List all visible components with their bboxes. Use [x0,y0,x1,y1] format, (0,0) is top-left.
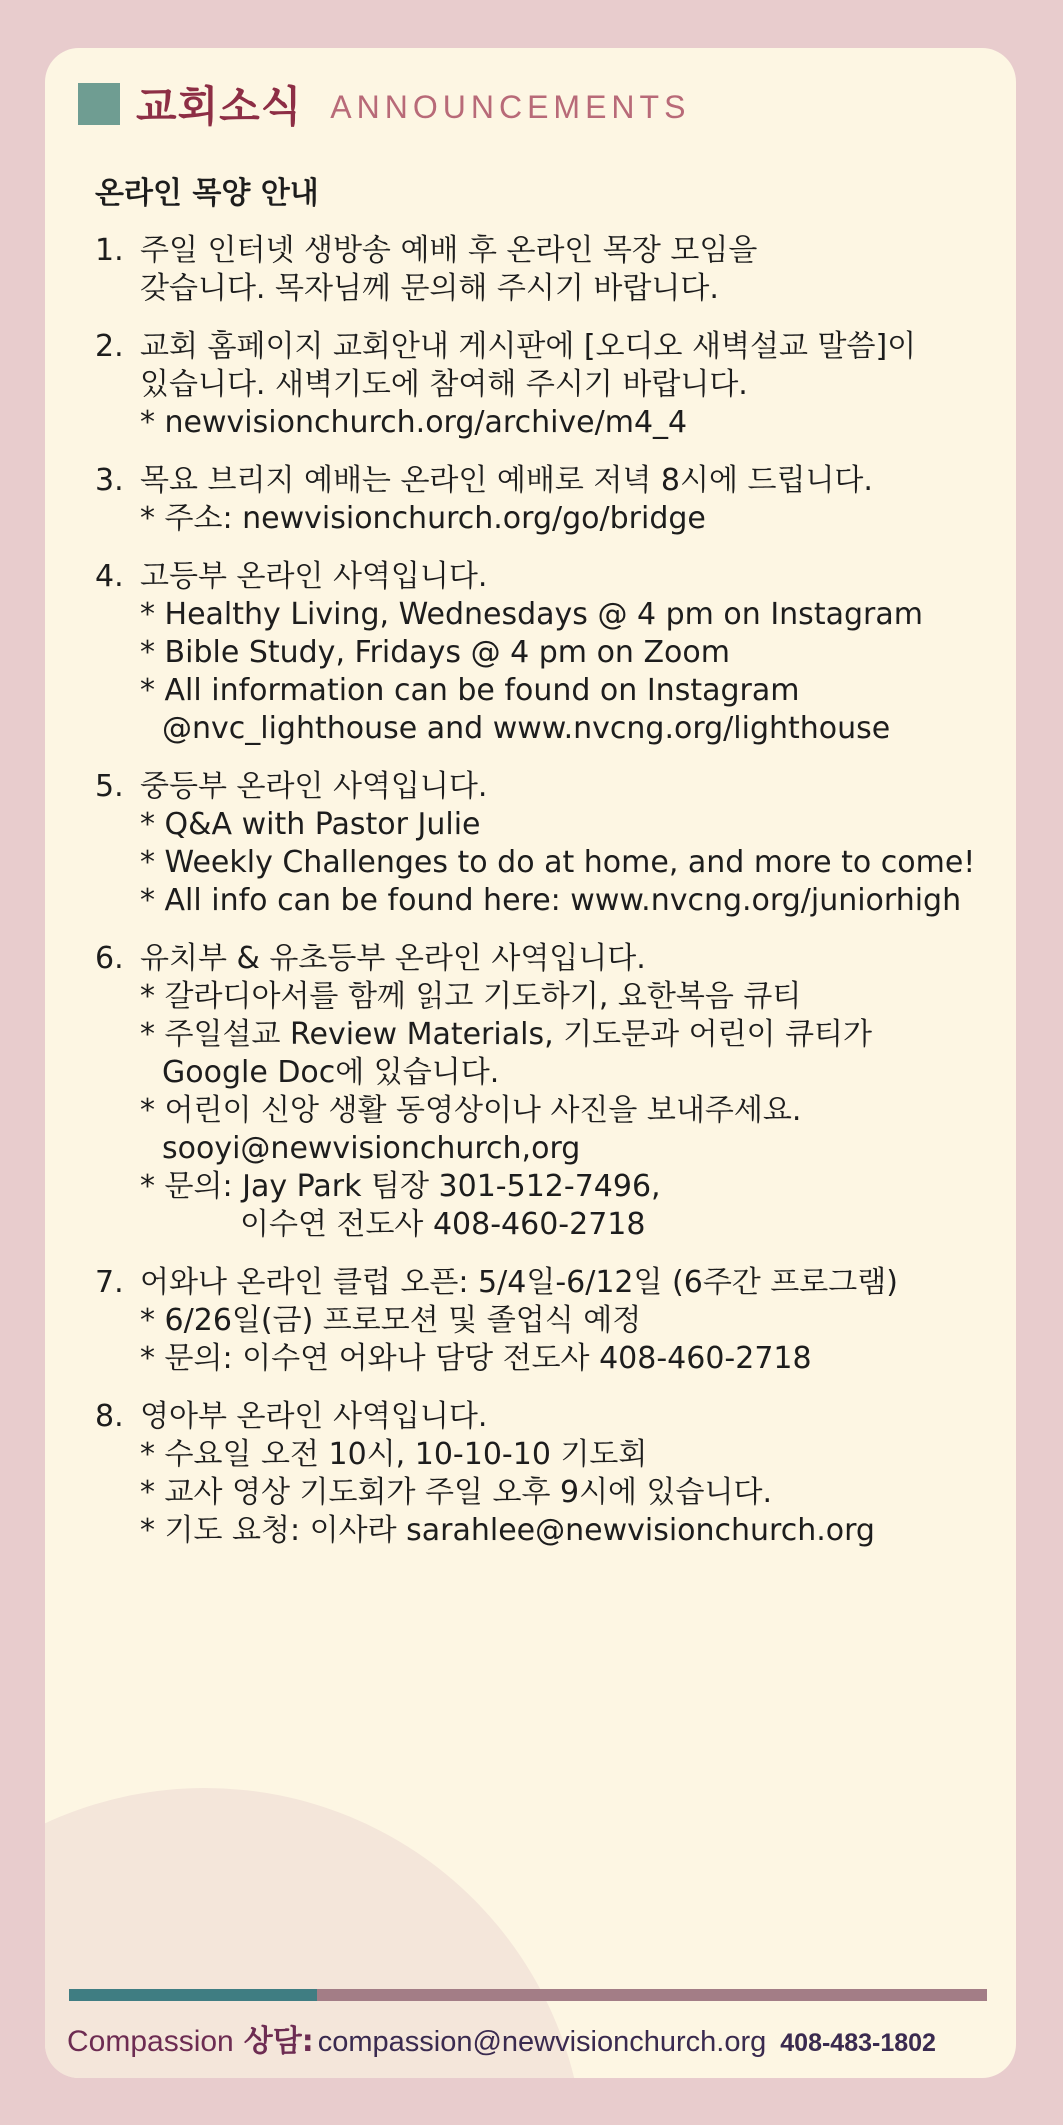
item-line: * 6/26일(금) 프로모션 및 졸업식 예정 [140,1303,642,1338]
announcement-list [95,168,995,1570]
header-title-ko: 교회소식 [136,82,303,131]
item-line: 주일 인터넷 생방송 예배 후 온라인 목장 모임을 [140,233,758,268]
item-line: * Healthy Living, Wednesdays @ 4 pm on Instagram [140,597,923,632]
announcement-item [95,462,995,538]
item-line: 유치부 & 유초등부 온라인 사역입니다. [140,941,646,976]
item-line: 목요 브리지 예배는 온라인 예배로 저녁 8시에 드립니다. [140,463,873,498]
item-line: * 교사 영상 기도회가 주일 오후 9시에 있습니다. [140,1475,773,1510]
header [78,74,690,134]
section-title: 온라인 목양 안내 [95,176,319,211]
item-line: * Q&A with Pastor Julie [140,807,481,842]
announcement-item [95,558,995,748]
announcement-item [95,1398,995,1550]
item-line: 갖습니다. 목자님께 문의해 주시기 바랍니다. [140,271,719,306]
footer-contact [67,2016,936,2060]
item-line: 교회 홈페이지 교회안내 게시판에 [오디오 새벽설교 말씀]이 [140,329,917,364]
item-line: @nvc_lighthouse and www.nvcng.org/lighthouse [162,711,891,746]
footer-divider [69,1989,987,2001]
item-number: 8. [95,1399,124,1434]
item-line: * 어린이 신앙 생활 동영상이나 사진을 보내주세요. [140,1093,802,1128]
item-line: * 갈라디아서를 함께 읽고 기도하기, 요한복음 큐티 [140,979,802,1014]
announcements-card [45,48,1016,2078]
footer-phone: 408-483-1802 [780,2029,936,2057]
header-title-en: ANNOUNCEMENTS [330,88,691,125]
item-link-line: * newvisionchurch.org/archive/m4_4 [140,405,688,440]
footer-email: compassion@newvisionchurch.org [317,2026,767,2058]
item-number: 6. [95,941,124,976]
item-line: * 주일설교 Review Materials, 기도문과 어린이 큐티가 [140,1017,873,1052]
item-line: * 문의: 이수연 어와나 담당 전도사 408-460-2718 [140,1341,812,1376]
item-line: * All info can be found here: www.nvcng.org/juniorhigh [140,883,962,918]
item-number: 1. [95,233,124,268]
item-number: 2. [95,329,124,364]
item-line: * Bible Study, Fridays @ 4 pm on Zoom [140,635,730,670]
footer-label-en: Compassion [67,2025,234,2058]
footer-label-ko: 상담: [243,2024,314,2059]
item-line: 고등부 온라인 사역입니다. [140,559,488,594]
item-line: * Weekly Challenges to do at home, and more to come! [140,845,976,880]
announcement-item [95,328,995,442]
item-number: 4. [95,559,124,594]
item-line: 중등부 온라인 사역입니다. [140,769,488,804]
item-line: * 수요일 오전 10시, 10-10-10 기도회 [140,1437,648,1472]
item-number: 7. [95,1265,124,1300]
item-email-line: sooyi@newvisionchurch,org [162,1131,581,1166]
announcement-item [95,768,995,920]
announcement-item [95,232,995,308]
item-line: 영아부 온라인 사역입니다. [140,1399,488,1434]
item-line: 이수연 전도사 408-460-2718 [240,1207,646,1242]
header-square-icon [78,83,120,125]
item-line: * 문의: Jay Park 팀장 301-512-7496, [140,1169,661,1204]
item-number: 5. [95,769,124,804]
item-line: 있습니다. 새벽기도에 참여해 주시기 바랍니다. [140,367,748,402]
item-line: * 기도 요청: 이사라 sarahlee@newvisionchurch.org [140,1513,875,1548]
announcement-item [95,940,995,1244]
item-link-line: * 주소: newvisionchurch.org/go/bridge [140,501,706,536]
item-line: Google Doc에 있습니다. [162,1055,500,1090]
item-line: 어와나 온라인 클럽 오픈: 5/4일-6/12일 (6주간 프로그램) [140,1265,898,1300]
item-line: * All information can be found on Instagram [140,673,800,708]
announcement-item [95,1264,995,1378]
item-number: 3. [95,463,124,498]
